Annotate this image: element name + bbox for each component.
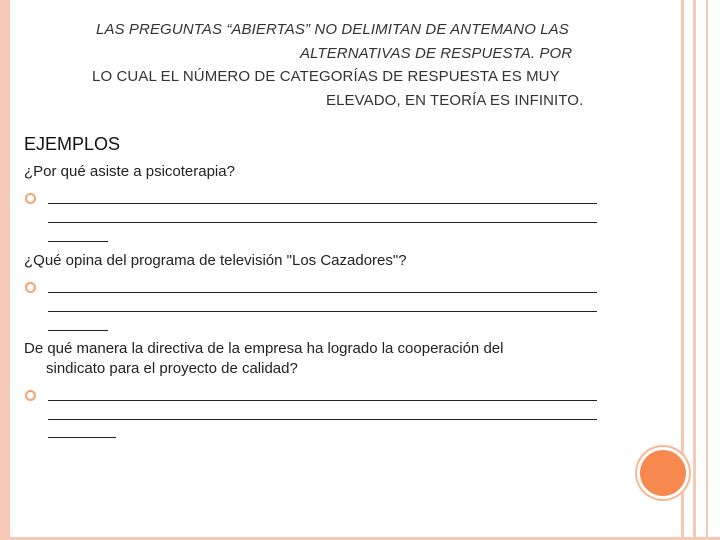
- answer-line: [48, 241, 108, 242]
- question-3-line-1: De qué manera la directiva de la empresa ha logrado la cooperación del: [24, 340, 504, 357]
- answer-line: [48, 419, 597, 420]
- answer-line: [48, 292, 597, 293]
- right-frame-stripe: [693, 0, 696, 540]
- answer-line: [48, 400, 597, 401]
- answer-line: [48, 311, 597, 312]
- slide-title-line-1: LAS PREGUNTAS “ABIERTAS” NO DELIMITAN DE ANTEMANO LAS: [96, 21, 569, 38]
- slide-title-line-4: ELEVADO, EN TEORÍA ES INFINITO.: [326, 92, 584, 109]
- question-2: ¿Qué opina del programa de televisión "Los Cazadores"?: [24, 252, 407, 269]
- bullet-icon: [25, 193, 36, 204]
- answer-line: [48, 437, 116, 438]
- bullet-icon: [25, 282, 36, 293]
- left-frame-bar: [0, 0, 10, 540]
- decorative-circle: [640, 450, 686, 496]
- slide-title-line-3: LO CUAL EL NÚMERO DE CATEGORÍAS DE RESPUESTA ES MUY: [92, 68, 560, 85]
- question-1: ¿Por qué asiste a psicoterapia?: [24, 163, 235, 180]
- section-heading: EJEMPLOS: [24, 134, 121, 154]
- bullet-icon: [25, 390, 36, 401]
- question-3-line-2: sindicato para el proyecto de calidad?: [46, 360, 298, 377]
- right-frame-stripe: [706, 0, 708, 540]
- slide-title-line-2: ALTERNATIVAS DE RESPUESTA. POR: [300, 45, 573, 62]
- answer-line: [48, 222, 597, 223]
- answer-line: [48, 203, 597, 204]
- answer-line: [48, 330, 108, 331]
